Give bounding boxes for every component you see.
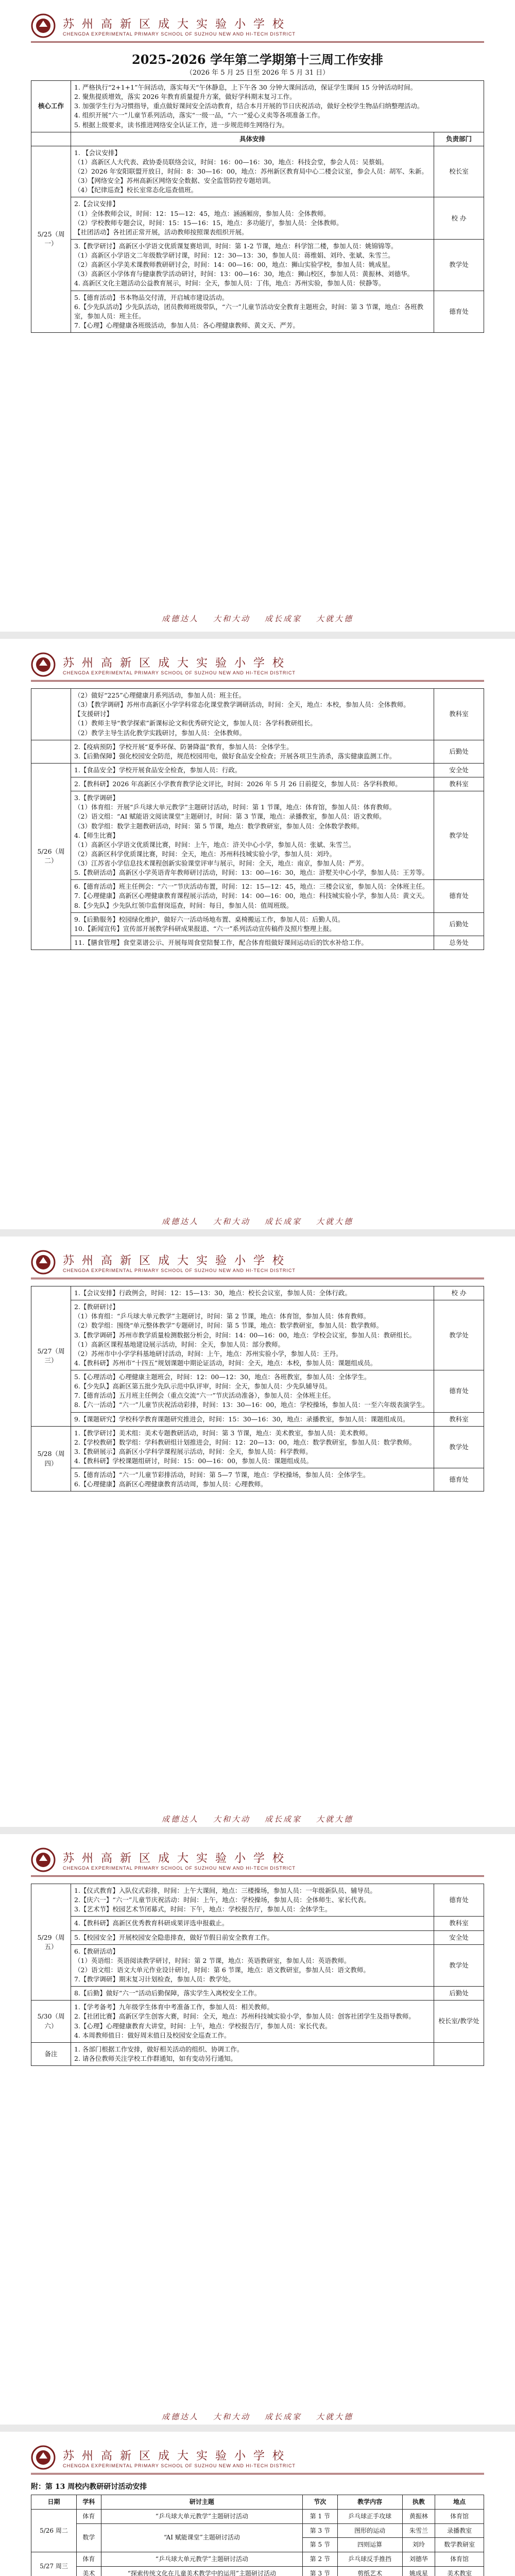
day-items <box>71 2042 434 2065</box>
page-separator <box>0 1229 515 1236</box>
table-row <box>31 2552 484 2567</box>
day-row <box>31 1884 484 1917</box>
dept-cell: 校长室 <box>434 146 484 197</box>
week13-place: 录播教室 <box>435 2523 484 2538</box>
item-line: （2）教学主导生活化教学实践研讨，参加人员：全体教师。 <box>74 728 246 737</box>
item-line: 7.【德育活动】五月班主任例会（重点交流“六一”节庆活动准备），参加人员：全体班主任。 <box>74 1392 335 1400</box>
item-line: 3.【教研展示】高新区小学科学课程展示活动，时间：全天，参加人员：科学教师。 <box>74 1447 312 1455</box>
item-line: 4.【教科研】苏州市“十四五”规划课题中期论证活动，时间：全天，地点：本校，参加人员：课题组成员。 <box>74 1359 377 1367</box>
school-logo-icon <box>31 1848 56 1872</box>
item-line: 8.【少先队】少先队红领巾监督岗巡查，时间：每日，参加人员：值周班级。 <box>74 901 293 909</box>
week13-content: 四则运算 <box>337 2538 402 2552</box>
item-line: 6.【心理健康】高新区心理健康教育活动周，参加人员：心理教师。 <box>74 1480 267 1488</box>
item-line: 6.【少先队活动】少先队活动，团员教师班级带队，“六一”儿童节活动安全教育主题班会，时间：第 3 节课，地点：各班教室，参加人员：班主任。 <box>74 302 424 320</box>
week13-subject: 体育 <box>76 2509 101 2523</box>
dept-cell <box>434 2042 484 2065</box>
item-line: 1.【教学研讨】美术组：美术专题教研活动，时间：第 3 节课，地点：美术教室，参加人员：美术教师。 <box>74 1429 372 1437</box>
day-items <box>71 1884 434 1917</box>
document-title: 2025-2026 学年第二学期第十三周工作安排 <box>132 52 383 67</box>
letterhead <box>31 649 484 682</box>
day-items <box>71 2001 434 2043</box>
item-line: 4. 高新区文化主题活动公益教育展示，时间：全天，参加人员：丁伟，地点：苏州实验，参加人员：侯静等。 <box>74 279 385 287</box>
motto: 大就大德 <box>316 2412 354 2421</box>
item-line: 8.【后勤】做好“六一”活动后勤保障，落实学生入离校安全工作。 <box>74 1989 261 1997</box>
core-work-items <box>71 81 484 132</box>
motto: 成长成家 <box>265 1815 302 1824</box>
school-name-cn: 苏 州 高 新 区 成 大 实 验 小 学 校 <box>63 2449 286 2463</box>
item-line: 5.【德育活动】书本物品交付清，开启城市建设活动。 <box>74 293 229 301</box>
item-line: （3）数学组：数学主题教研活动，时间：第 5 节课，地点：数学教研室，参加人员：全体数学教师。 <box>74 822 364 830</box>
item-line: 5.【德育活动】“六一”儿童节彩排活动，时间：第 5—7 节课，地点：学校操场，参加人员：全体学生。 <box>74 1471 370 1479</box>
day-items <box>71 791 434 880</box>
item-line: （3）高新区小学体育与健康教学活动研讨，时间：13：00—16：30，地点：狮山校区，参加人员：黄振林、刘德华。 <box>74 270 414 278</box>
week13-topic: “探索传统文化在儿童美术教学中的运用”主题研讨活动 <box>101 2566 302 2576</box>
dept-cell: 教科室 <box>434 1917 484 1930</box>
day-items <box>71 1426 434 1468</box>
day-items <box>71 880 434 912</box>
school-name-cn: 苏 州 高 新 区 成 大 实 验 小 学 校 <box>63 18 286 31</box>
school-name-cn: 苏 州 高 新 区 成 大 实 验 小 学 校 <box>63 1254 286 1267</box>
school-logo-icon <box>31 652 56 677</box>
table-row <box>31 2509 484 2523</box>
item-line: 7.【心理健康】高新区心理健康教育课程展示活动，时间：14：00—16：00，地点：科技城实验小学，参加人员：黄文天。 <box>74 892 429 900</box>
week13-period: 第 1 节 <box>302 2509 337 2523</box>
week13-period: 第 3 节 <box>302 2523 337 2538</box>
week13-header: 地点 <box>435 2495 484 2510</box>
day-date: 备注 <box>31 2042 71 2065</box>
school-logo-icon <box>31 1250 56 1275</box>
item-line: 7.【教学调研】期末复习计划检查，参加人员：教学处。 <box>74 1975 235 1983</box>
dept-cell: 校 办 <box>434 197 484 240</box>
dept-cell: 安全处 <box>434 763 484 777</box>
day-items <box>71 1468 434 1492</box>
dept-cell: 德育处 <box>434 1468 484 1492</box>
day-items <box>71 1944 434 1987</box>
day-row <box>31 1286 484 1300</box>
page-separator <box>0 1827 515 1834</box>
item-line: （2）数学组：围绕“单元整体教学”专题研讨，时间：第 5 节课，地点：数学教研室，参加人员：数学教师。 <box>74 1321 383 1330</box>
item-line: （2）做好“225”心理健康月系列活动，参加人员：班主任。 <box>74 691 246 699</box>
week13-date: 5/26 周二 <box>31 2509 77 2552</box>
motto: 大和大动 <box>213 614 250 623</box>
item-line: 2.【社团比赛】高新区学生创客大赛，时间：全天，地点：苏州科技城实验小学，参加人员：创客社团学生及指导教师。 <box>74 2012 415 2021</box>
day-row <box>31 1930 484 1944</box>
day-items <box>71 197 434 240</box>
day-row <box>31 1468 484 1492</box>
week13-period: 第 3 节 <box>302 2566 337 2576</box>
day-items <box>71 239 434 291</box>
dept-cell: 教学处 <box>434 1944 484 1987</box>
item-line: 10.【新闻宣传】宣传部开展教学科研成果报道、“六一”系列活动宣传稿件及照片整理上报。 <box>74 924 336 933</box>
item-line: 4. 本周教师值日：做好周末值日及校园安全巡查工作。 <box>74 2031 231 2039</box>
schedule-table-page-2 <box>31 688 484 950</box>
day-items <box>71 1412 434 1426</box>
day-row <box>31 777 484 791</box>
week13-content: 乒乓球反手推挡 <box>337 2552 402 2567</box>
item-line: （1）体育组：“乒乓球大单元教学”主题研讨，时间：第 2 节课，地点：体育馆，参加人员：体育教师。 <box>74 1312 370 1320</box>
item-line: （2）苏州市中小学学科基地研讨活动，时间：上午，地点：苏州实验小学，参加人员：王丹。 <box>74 1349 342 1358</box>
document-date-range: （2026 年 5 月 25 日至 2026 年 5 月 31 日） <box>185 69 330 77</box>
item-line: 4.【教科研】高新区优秀教育科研成果评选申报截止。 <box>74 1919 229 1927</box>
day-row <box>31 239 484 291</box>
page-separator <box>0 632 515 639</box>
core-item: 3. 加强学生行为习惯指导，重点做好课间安全活动教育，结合本月开展的节日庆祝活动，做好全校学生物品归纳整理活动。 <box>74 102 424 110</box>
core-item: 5. 根据上级要求，读书推进网络安全认证工作，进一步规范师生网络行为。 <box>74 121 288 129</box>
day-items <box>71 936 434 950</box>
dept-cell: 校长室/教学处 <box>434 2001 484 2043</box>
item-line: 11.【膳食管理】食堂菜谱公示、开展每周食堂陪餐工作，配合体育组做好课间运动后的饮水补给工作。 <box>74 938 368 946</box>
motto: 成德达人 <box>161 614 199 623</box>
item-line: 【支援研讨】 <box>74 710 113 718</box>
item-line: 3.【后勤保障】强化校园安全防范，规范校园用电，做好食品安全检查；开展各项卫生消杀，落实健康监测工作。 <box>74 752 396 760</box>
letterhead <box>31 10 484 43</box>
item-line: （3）江苏省小学信息技术课程创新实验课堂评审与展示，时间：全天，地点：南京，参加人员：严芳。 <box>74 859 368 867</box>
page-5 <box>0 2432 515 2576</box>
dept-cell: 德育处 <box>434 1370 484 1413</box>
motto: 成长成家 <box>265 614 302 623</box>
week13-table <box>31 2495 484 2576</box>
item-line: 3.【教学研讨】高新区小学语文优质课复赛培训，时间：第 1-2 节课，地点：科学馆二楼，参加人员：姚锦锦等。 <box>74 242 398 250</box>
item-line: （1）高新区人大代表、政协委员联络会议，时间：16：00—16：30，地点：科技会堂，参会人员：吴蔡娟。 <box>74 158 388 166</box>
school-name-en: CHENGDA EXPERIMENTAL PRIMARY SCHOOL OF SUZHOU NEW AND HI-TECH DISTRICT <box>63 1267 296 1273</box>
dept-cell: 教科室 <box>434 777 484 791</box>
item-line: （1）高新区课程基地建设展示活动，时间：全天，参加人员：部分教师。 <box>74 1340 284 1348</box>
item-line: （2）高新区小学美术课教师教研研讨会，时间：14：00—16：00，地点：狮山实验学校，参加人员：姚成星。 <box>74 261 394 269</box>
week13-topic: “乒乓球大单元教学”主题研讨活动 <box>101 2509 302 2523</box>
dept-cell: 德育处 <box>434 291 484 333</box>
school-name-en: CHENGDA EXPERIMENTAL PRIMARY SCHOOL OF SUZHOU NEW AND HI-TECH DISTRICT <box>63 1865 296 1871</box>
day-date: 5/30（周六） <box>31 2001 71 2043</box>
item-line: 3.【艺术节】校园艺术节闭幕式，时间：下午，地点：学校报告厅，参加人员：全体学生。 <box>74 1905 332 1913</box>
week13-header: 日期 <box>31 2495 77 2510</box>
letterhead <box>31 1844 484 1877</box>
item-line: （2）2026 年安阳联盟开放日，时间：8：30—16：00，地点：苏州新区教育局中心二楼会议室，参会人员：胡军、朱新。 <box>74 167 428 175</box>
item-line: 2.【教研研讨】 <box>74 1303 119 1311</box>
day-row <box>31 1917 484 1930</box>
motto: 大和大动 <box>213 1217 250 1226</box>
day-items <box>71 1930 434 1944</box>
school-name-en: CHENGDA EXPERIMENTAL PRIMARY SCHOOL OF SUZHOU NEW AND HI-TECH DISTRICT <box>63 2463 296 2468</box>
item-line: 6.【教研活动】 <box>74 1947 119 1955</box>
week13-teacher: 刘玲 <box>402 2538 435 2552</box>
week13-teacher: 朱雪兰 <box>402 2523 435 2538</box>
day-row <box>31 291 484 333</box>
day-date: 5/29（周五） <box>31 1884 71 2001</box>
item-line: 2.【会议安排】 <box>74 200 119 208</box>
week13-topic: “乒乓球大单元教学”主题研讨活动 <box>101 2552 302 2567</box>
header-dept: 负责部门 <box>434 132 484 146</box>
item-line: （1）教师主导“教学探索”新课标论文和优秀研究论文，参加人员：各学科教研组长。 <box>74 719 317 727</box>
item-line: 1.【会议安排】行政例会，时间：12：15—13：30，地点：校长会议室，参加人员：全体行政。 <box>74 1289 352 1297</box>
letterhead <box>31 1247 484 1279</box>
week13-content: 图形的运动 <box>337 2523 402 2538</box>
school-logo-icon <box>31 13 56 38</box>
item-line: 3.【心理】心理健康教育大讲堂，时间：上午，地点：学校报告厅，参加人员：家长代表。 <box>74 2022 332 2030</box>
week13-header: 节次 <box>302 2495 337 2510</box>
core-item: 4. 组织开展“六一”儿童节系列活动，落实“一级一品，“六一”爱心义卖等各项准备工作。 <box>74 111 324 120</box>
day-row <box>31 936 484 950</box>
day-row <box>31 912 484 936</box>
day-items <box>71 146 434 197</box>
week13-subject: 体育 <box>76 2552 101 2567</box>
day-row <box>31 791 484 880</box>
page-3 <box>0 1236 515 1834</box>
dept-cell: 教学处 <box>434 1300 484 1370</box>
day-row <box>31 197 484 240</box>
item-line: （2）语文组：语文大单元作业设计研讨，时间：第 6 节课，地点：语文教研室，参加人员：语文教师。 <box>74 1965 370 1974</box>
item-line: 9.【后勤服务】校园绿化维护，做好六一活动场地布置、桌椅搬运工作，参加人员：后勤人员。 <box>74 915 345 923</box>
item-line: 9.【课题研究】学校科学教育课题研究推进会，时间：15：30—16：30，地点：录播教室，参加人员：课题组成员。 <box>74 1415 409 1423</box>
item-line: （1）高新区小学语文优质课比赛，时间：上午，地点：浒关中心小学，参加人员：张斌、朱雪兰。 <box>74 840 355 849</box>
day-row <box>31 689 484 740</box>
item-line: 2.【教科研】2026 年高新区小学教育教学论文评比，时间：2026 年 5 月 26 日前提交，参加人员：各学科教师。 <box>74 780 402 788</box>
school-name-cn: 苏 州 高 新 区 成 大 实 验 小 学 校 <box>63 656 286 670</box>
day-date: 5/27（周三） <box>31 1286 71 1427</box>
week13-place: 体育馆 <box>435 2509 484 2523</box>
school-name-cn: 苏 州 高 新 区 成 大 实 验 小 学 校 <box>63 1852 286 1865</box>
item-line: 2.【疫病预防】学校开展“夏季环保、防暑降温”教育，参加人员：全体学生。 <box>74 742 293 751</box>
day-row <box>31 1426 484 1468</box>
footer-mottos <box>31 1814 484 1824</box>
motto: 大和大动 <box>213 1815 250 1824</box>
schedule-table-page-1 <box>31 80 484 333</box>
day-items <box>71 1917 434 1930</box>
dept-cell: 安全处 <box>434 1930 484 1944</box>
motto: 成德达人 <box>161 2412 199 2421</box>
day-items <box>71 777 434 791</box>
motto: 大就大德 <box>316 1815 354 1824</box>
item-line: 4.【教科研】学校课题组研讨，时间：15：00—16：00，参加人员：课题组成员。 <box>74 1457 313 1465</box>
dept-cell: 德育处 <box>434 880 484 912</box>
week13-table-title: 附：第 13 周校内教研研讨活动安排 <box>31 2483 147 2491</box>
week13-teacher: 刘德华 <box>402 2552 435 2567</box>
item-line: 5.【教研活动】高新区小学英语青年教师研讨活动，时间：13：00—16：30，地点：浒墅关中心小学，参加人员：王芳等。 <box>74 869 429 877</box>
letterhead <box>31 2442 484 2475</box>
motto: 大就大德 <box>316 614 354 623</box>
page-2 <box>0 639 515 1236</box>
week13-header: 教学内容 <box>337 2495 402 2510</box>
item-line: 3.【教学调研】苏州市教学质量检测数据分析会，时间：14：00—16：00，地点：学校会议室，参加人员：教研组长。 <box>74 1331 416 1339</box>
item-line: 6.【少先队】高新区第五批少先队示范中队评审，时间：全天，参加人员：少先队辅导员。 <box>74 1382 332 1391</box>
school-logo-icon <box>31 2445 56 2470</box>
week13-topic: “AI 赋能课堂”主题研讨活动 <box>101 2523 302 2552</box>
motto: 成德达人 <box>161 1217 199 1226</box>
item-line: 1. 各部门根据工作安排，做好相关活动的组织、协调工作。 <box>74 2045 244 2053</box>
core-work-row <box>31 81 484 132</box>
day-items <box>71 1286 434 1300</box>
day-row <box>31 740 484 763</box>
dept-cell: 教科室 <box>434 689 484 740</box>
dept-cell: 总务处 <box>434 936 484 950</box>
footer-mottos <box>31 613 484 624</box>
week13-place: 美术教室 <box>435 2566 484 2576</box>
day-row <box>31 146 484 197</box>
header-content: 具体安排 <box>71 132 434 146</box>
page-1 <box>0 0 515 639</box>
day-row <box>31 2042 484 2065</box>
day-items <box>71 912 434 936</box>
item-line: （3）【网络安全】苏州高新区网络安全数据、安全监管防控专题培训。 <box>74 177 275 185</box>
school-name-en: CHENGDA EXPERIMENTAL PRIMARY SCHOOL OF SUZHOU NEW AND HI-TECH DISTRICT <box>63 31 296 37</box>
item-line: 2. 请各位教师关注学校工作群通知，如有变动另行通知。 <box>74 2054 237 2062</box>
motto: 成德达人 <box>161 1815 199 1824</box>
day-row <box>31 2001 484 2043</box>
dept-cell: 教学处 <box>434 239 484 291</box>
table-header-row <box>31 132 484 146</box>
item-line: （1）高新区小学语文二年级数学研讨课，时间：12：30—13：30，参加人员：蒋维娟、刘玲、张斌、朱雪兰。 <box>74 251 394 259</box>
day-date: 5/28（周四） <box>31 1426 71 1492</box>
dept-cell: 后勤处 <box>434 912 484 936</box>
page-4 <box>0 1834 515 2432</box>
core-item: 2. 聚焦提质增效，落实 2026 年教育质量提升方案，做好学科期末复习工作。 <box>74 93 296 101</box>
item-line: （1）英语组：英语阅读教学研讨，时间：第 2 节课，地点：英语教研室，参加人员：英语教师。 <box>74 1956 351 1964</box>
page-separator <box>0 2425 515 2432</box>
motto: 大就大德 <box>316 1217 354 1226</box>
week13-header: 研讨主题 <box>101 2495 302 2510</box>
dept-cell: 教科室 <box>434 1412 484 1426</box>
item-line: 5.【心理活动】心理健康主题班会，时间：12：00—12：30，地点：各班教室，参加人员：全体学生。 <box>74 1373 371 1381</box>
table-row <box>31 2523 484 2538</box>
week13-place: 体育馆 <box>435 2552 484 2567</box>
item-line: 8.【六一活动】“六一”儿童节庆祝活动彩排，时间：13：30—16：00，地点：学校操场，参加人员：一至六年级表演学生。 <box>74 1401 429 1409</box>
motto: 大和大动 <box>213 2412 250 2421</box>
week13-header: 执教 <box>402 2495 435 2510</box>
dept-cell: 校 办 <box>434 1286 484 1300</box>
item-line: 2.【学校教研】数学组：学科教研组计划推进会，时间：12：20—13：00，地点：数学教研室，参加人员：数学教师。 <box>74 1438 416 1446</box>
week13-place: 数学教研室 <box>435 2538 484 2552</box>
day-row <box>31 763 484 777</box>
item-line: （4）【纪律巡查】校长室常态化巡查值班。 <box>74 186 198 194</box>
core-work-label: 核心工作 <box>31 81 71 132</box>
day-row <box>31 1987 484 2001</box>
dept-cell: 后勤处 <box>434 1987 484 2001</box>
schedule-table-page-3 <box>31 1286 484 1492</box>
week13-period: 第 5 节 <box>302 2538 337 2552</box>
day-date: 5/25（周一） <box>31 146 71 332</box>
item-line: 1.【仪式教育】入队仪式彩排，时间：上午大课间，地点：三楼操场，参加人员：一年级新队员、辅导员。 <box>74 1887 376 1894</box>
day-row <box>31 1300 484 1370</box>
day-items <box>71 1370 434 1413</box>
day-items <box>71 740 434 763</box>
week13-teacher: 黄振林 <box>402 2509 435 2523</box>
item-line: 4.【师生比赛】 <box>74 831 119 839</box>
footer-mottos <box>31 2411 484 2422</box>
item-line: 2.【庆六一】“六一”儿童节庆祝活动：时间：上午，地点：学校操场，参加人员：全体师生、家长代表。 <box>74 1896 370 1904</box>
week13-header-row <box>31 2495 484 2510</box>
week13-period: 第 2 节 <box>302 2552 337 2567</box>
dept-cell: 后勤处 <box>434 740 484 763</box>
item-line: （1）全体教师会议，时间：12：15—12：45，地点：涵涵厢房，参加人员：全体教师。 <box>74 209 330 217</box>
week13-teacher: 姚成星 <box>402 2566 435 2576</box>
item-line: 3.【教学调研】 <box>74 794 119 802</box>
day-row <box>31 1370 484 1413</box>
item-line: （2）学校教师专题会议，时间：15：15—16：15，地点：多功能厅，参加人员：全体教师。 <box>74 218 343 227</box>
school-name-en: CHENGDA EXPERIMENTAL PRIMARY SCHOOL OF SUZHOU NEW AND HI-TECH DISTRICT <box>63 670 296 675</box>
week13-date: 5/27 周三 <box>31 2552 77 2576</box>
motto: 成长成家 <box>265 2412 302 2421</box>
item-line: （2）高新区科学优质课比赛，时间：全天，地点：苏州科技城实验小学，参加人员：刘玲。 <box>74 850 336 858</box>
week13-subject: 数学 <box>76 2523 101 2552</box>
day-row <box>31 880 484 912</box>
week13-content: 剪纸艺术 <box>337 2566 402 2576</box>
day-items <box>71 689 434 740</box>
item-line: （3）【教学调研】苏州市高新区小学学科常态化课堂教学调研活动，时间：全天，地点：本校，参加人员：全体教师。 <box>74 701 410 709</box>
table-row <box>31 2566 484 2576</box>
item-line: 【社团活动】各社团正常开展，活动教师按照课表组织开展。 <box>74 228 248 236</box>
day-items <box>71 291 434 333</box>
day-items <box>71 763 434 777</box>
item-line: 6.【德育活动】班主任例会：“六一”节庆活动布置，时间：12：15—12：45，地点：三楼会议室，参加人员：全体班主任。 <box>74 883 429 891</box>
schedule-table-page-4 <box>31 1884 484 2066</box>
day-items <box>71 1300 434 1370</box>
core-item: 1. 严格执行“2+1+1”午间活动，落实每天“午休静息，上下午各 30 分钟大课间活动，保证学生课间 15 分钟活动时间。 <box>74 83 417 91</box>
dept-cell: 教学处 <box>434 1426 484 1468</box>
week13-header: 学科 <box>76 2495 101 2510</box>
item-line: 1.【食品安全】学校开展食品安全检查，参加人员：行政。 <box>74 766 242 774</box>
dept-cell: 德育处 <box>434 1884 484 1917</box>
week13-content: 乒乓球正手攻球 <box>337 2509 402 2523</box>
item-line: 7.【心理】心理健康各班级活动，参加人员：各心理健康教师、黄文天、严芳。 <box>74 321 299 329</box>
day-items <box>71 1987 434 2001</box>
footer-mottos <box>31 1216 484 1227</box>
item-line: 1. 【会议安排】 <box>74 148 121 157</box>
item-line: 1.【学考备考】九年级学生体育中考准备工作，参加人员：相关教师。 <box>74 2003 273 2011</box>
day-row <box>31 1412 484 1426</box>
week13-subject: 美术 <box>76 2566 101 2576</box>
item-line: 5.【校园安全】开展校园安全隐患排查，做好节假日前安全教育工作。 <box>74 1933 273 1941</box>
item-line: （1）体育组：开展“乒乓球大单元教学”主题研讨活动，时间：第 1 节课，地点：体育馆，参加人员：体育教师。 <box>74 803 396 811</box>
day-date: 5/26（周二） <box>31 763 71 950</box>
dept-cell: 教学处 <box>434 791 484 880</box>
item-line: （2）语文组：“AI 赋能语文阅读课堂”主题研讨，时间：第 3 节课，地点：录播教室，参加人员：语文教师。 <box>74 812 386 821</box>
day-row <box>31 1944 484 1987</box>
motto: 成长成家 <box>265 1217 302 1226</box>
